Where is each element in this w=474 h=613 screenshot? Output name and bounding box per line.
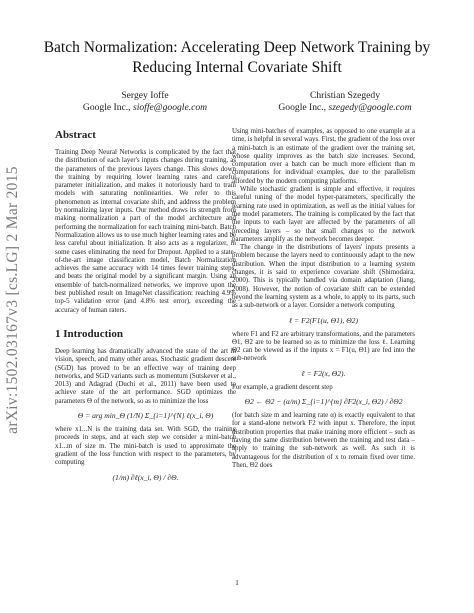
left-column [55, 128, 236, 488]
page-number: 1 [235, 578, 239, 587]
right-paragraph-4: where F1 and F2 are arbitrary transformations, and the parameters Θ1, Θ2 are to be learned so as to minimize the loss ℓ. Learning Θ2 can be viewed as if the inputs x = F1(u, Θ1) are fed into the sub-network [232, 330, 415, 363]
paper-title [40, 38, 434, 78]
author-email[interactable]: sioffe@google.com [132, 102, 208, 113]
author-2 [260, 90, 430, 114]
abstract-heading: Abstract [55, 129, 96, 141]
intro-paragraph-2: where x1...N is the training data set. With SGD, the training proceeds in steps, and at each step we consider a mini-batch x1...m of size m. The mini-batch is used to approximate the gradient of the loss function with respect to the parameters, by computing [55, 426, 236, 467]
right-paragraph-6: (for batch size m and learning rate α) is exactly equivalent to that for a stand-alone network F2 with input x. Therefore, the input distribution properties that make training more efficient – such as having the same distribution between the training and test data – apply to training the sub-network as well. As such it is advantageous for the distribution of x to remain fixed over time. Then, Θ2 does [232, 412, 415, 469]
author-block [60, 90, 430, 114]
equation-loss: Θ = arg min_Θ (1/N) Σ_{i=1}^{N} ℓ(x_i, Θ) [77, 411, 214, 421]
introduction-heading: 1 Introduction [55, 327, 123, 340]
author-affiliation: Google Inc., sioffe@google.com [82, 102, 208, 113]
title-line-1: Batch Normalization: Accelerating Deep Network Training by [43, 39, 431, 56]
author-1 [60, 90, 230, 114]
intro-paragraph-1: Deep learning has dramatically advanced the state of the art in vision, speech, and many other areas. Stochastic gradient descent (SGD) has proved to be an effective way of training deep networks, and SGD variants such as momentum (Sutskever et al., 2013) and Adagrad (Duchi et al., 2011) have been used to achieve state of the art performance. SGD optimizes the parameters Θ of the network, so as to minimize the loss [55, 347, 236, 405]
right-column [232, 128, 415, 470]
author-email[interactable]: szegedy@google.com [328, 102, 412, 113]
author-name: Sergey Ioffe [121, 90, 169, 101]
equation-gradient: (1/m) ∂ℓ(x_i, Θ) / ∂Θ. [112, 472, 179, 482]
equation-network: ℓ = F2(F1(u, Θ1), Θ2) [288, 315, 359, 325]
right-paragraph-2: While stochastic gradient is simple and effective, it requires careful tuning of the model hyper-parameters, specifically the learning rate used in optimization, as well as the initial values for the model parameters. The training is complicated by the fact that the inputs to each layer are affected by the parameters of all preceding layers – so that small changes to the network parameters amplify as the network becomes deeper. [232, 186, 415, 243]
author-affiliation: Google Inc., szegedy@google.com [278, 102, 412, 113]
arxiv-identifier-text: arXiv:1502.03167v3 [cs.LG] 2 Mar 2015 [4, 166, 22, 434]
abstract-text: Training Deep Neural Networks is complicated by the fact that the distribution of each layer's inputs changes during training, as the parameters of the previous layers change. This slows down the training by requiring lower learning rates and careful parameter initialization, and makes it notoriously hard to train models with saturating nonlinearities. We refer to this phenomenon as internal covariate shift, and address the problem by normalizing layer inputs. Our method draws its strength from making normalization a part of the model architecture and performing the normalization for each training mini-batch. Batch Normalization allows us to use much higher learning rates and be less careful about initialization. It also acts as a regularizer, in some cases eliminating the need for Dropout. Applied to a state-of-the-art image classification model, Batch Normalization achieves the same accuracy with 14 times fewer training steps, and beats the original model by a significant margin. Using an ensemble of batch-normalized networks, we improve upon the best published result on ImageNet classification: reaching 4.9% top-5 validation error (and 4.8% test error), exceeding the accuracy of human raters. [55, 149, 236, 314]
equation-gradient-step: Θ2 ← Θ2 − (α/m) Σ_{i=1}^{m} ∂F2(x_i, Θ2) / ∂Θ2 [244, 397, 403, 407]
title-line-2: Reducing Internal Covariate Shift [132, 59, 342, 76]
right-paragraph-1: Using mini-batches of examples, as opposed to one example at a time, is helpful in several ways. First, the gradient of the loss over a mini-batch is an estimate of the gradient over the training set, whose quality improves as the batch size increases. Second, computation over a batch can be much more efficient than m computations for individual examples, due to the parallelism afforded by the modern computing platforms. [232, 128, 415, 185]
equation-subnetwork: ℓ = F2(x, Θ2). [301, 368, 346, 378]
right-paragraph-3: The change in the distributions of layers' inputs presents a problem because the layers need to continuously adapt to the new distribution. When the input distribution to a learning system changes, it is said to experience covariate shift (Shimodaira, 2000). This is typically handled via domain adaptation (Jiang, 2008). However, the notion of covariate shift can be extended beyond the learning system as a whole, to apply to its parts, such as a sub-network or a layer. Consider a network computing [232, 244, 415, 310]
right-paragraph-5: For example, a gradient descent step [232, 383, 333, 391]
arxiv-identifier [0, 150, 26, 450]
author-name: Christian Szegedy [309, 90, 381, 101]
